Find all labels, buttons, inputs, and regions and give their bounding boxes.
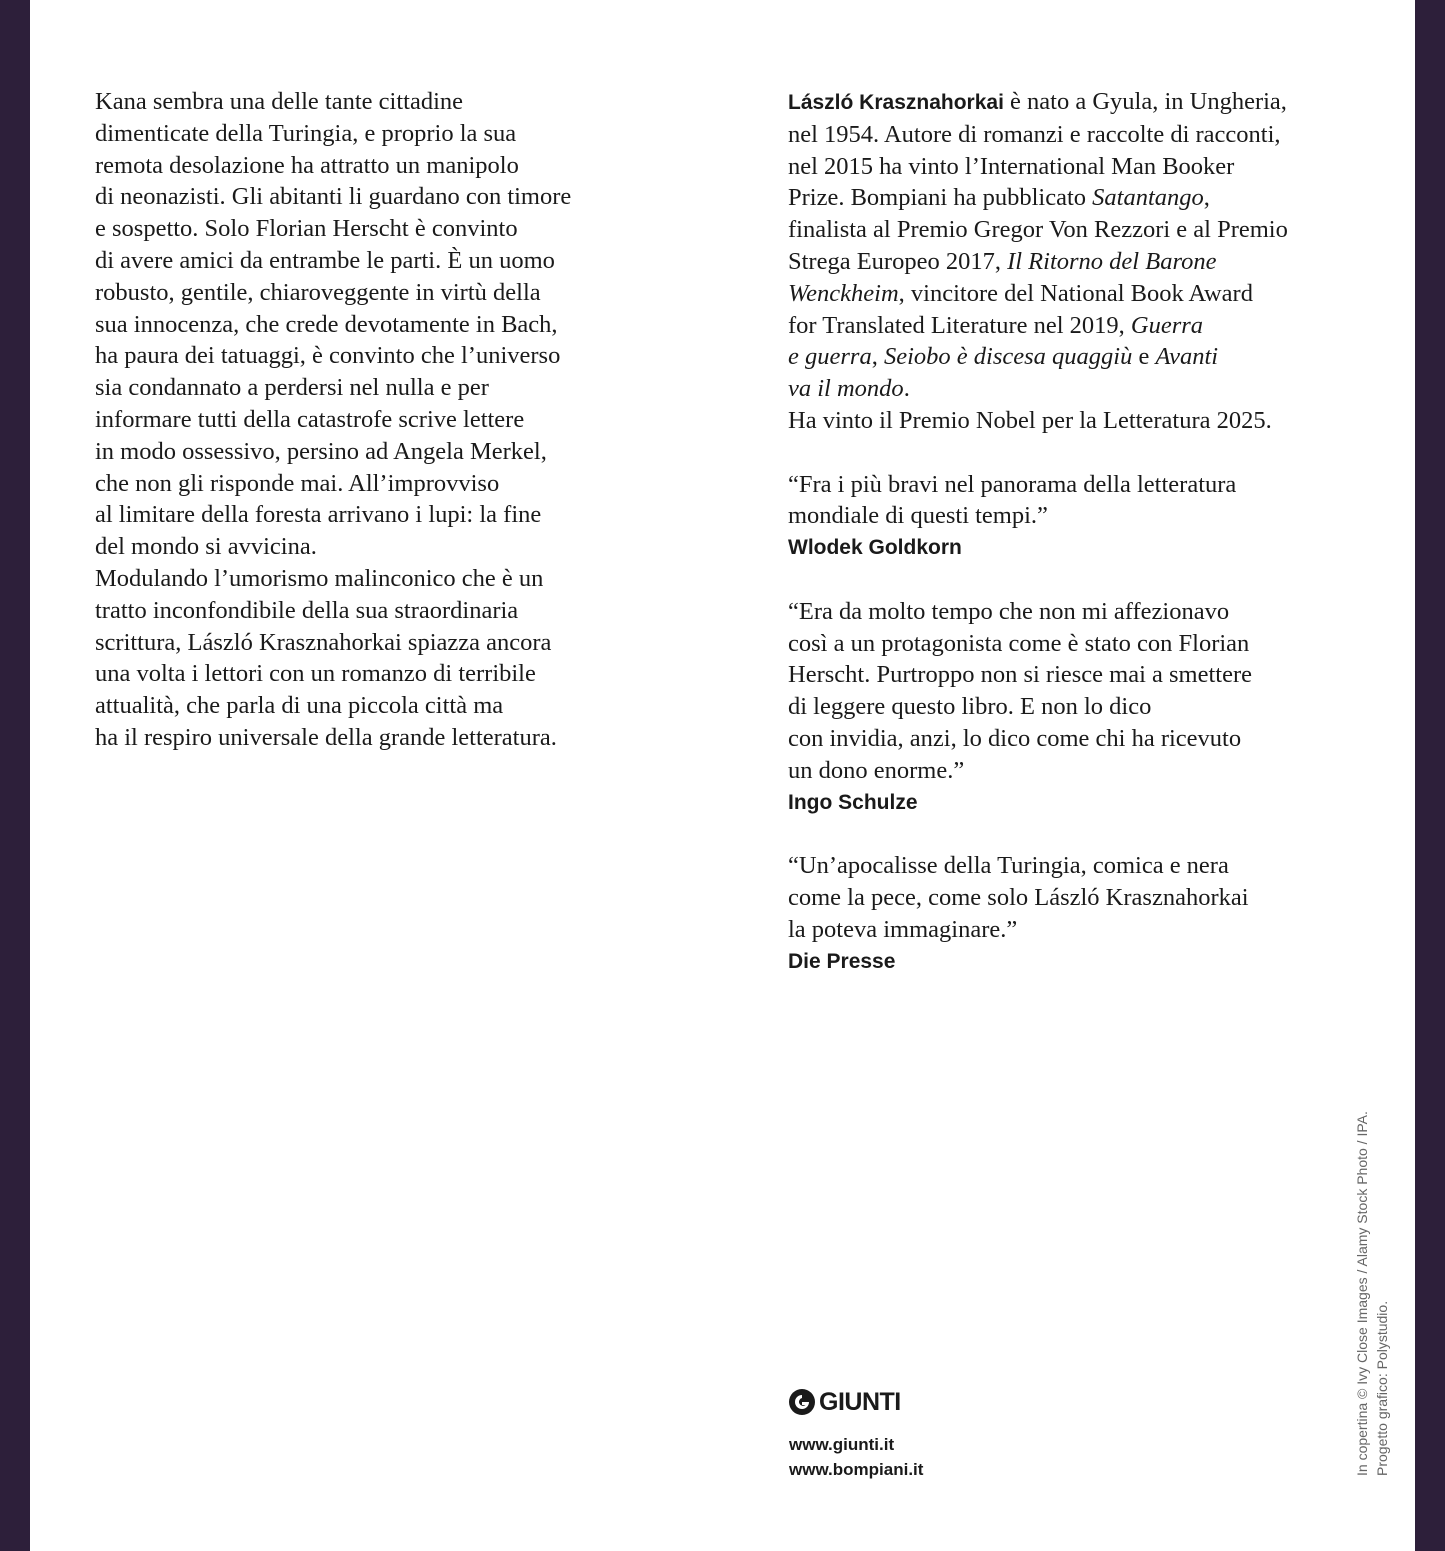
bio-line xyxy=(788,373,1388,405)
bio-text: Prize. Bompiani ha pubblicato xyxy=(788,184,1093,212)
synopsis-line: e sospetto. Solo Florian Herscht è convinto xyxy=(95,215,518,243)
bio-line: finalista al Premio Gregor Von Rezzori e al Premio xyxy=(788,216,1288,244)
bio-text: . xyxy=(903,375,910,403)
review-quote xyxy=(788,596,1388,819)
spacer xyxy=(788,437,1388,469)
synopsis-line: robusto, gentile, chiaroveggente in virtù della xyxy=(95,278,541,306)
synopsis-line: sua innocenza, che crede devotamente in Bach, xyxy=(95,310,558,338)
synopsis-line: sia condannato a perdersi nel nulla e per xyxy=(95,374,489,402)
giunti-logo-icon xyxy=(788,1388,816,1416)
bio-text: e xyxy=(1132,343,1156,371)
bio-line xyxy=(788,182,1388,214)
quote-author: Wlodek Goldkorn xyxy=(788,536,962,560)
bio-line xyxy=(788,310,1388,342)
bio-text: è nato a Gyula, in Ungheria, xyxy=(1003,88,1287,115)
bompiani-url: www.bompiani.it xyxy=(789,1460,924,1479)
bio-text: , xyxy=(871,343,884,371)
book-title: Satantango xyxy=(1092,184,1204,212)
bio-line xyxy=(788,278,1388,310)
synopsis-line: di neonazisti. Gli abitanti li guardano con timore xyxy=(95,183,572,211)
review-quote xyxy=(788,850,1388,977)
book-title: Avanti xyxy=(1155,343,1219,371)
book-title: Seiobo è discesa quaggiù xyxy=(883,343,1133,371)
publisher-logo xyxy=(788,1386,901,1418)
author-and-reviews-column xyxy=(788,86,1388,977)
bio-line: nel 1954. Autore di romanzi e raccolte di racconti, xyxy=(788,120,1281,148)
synopsis-line: ha paura dei tatuaggi, è convinto che l’universo xyxy=(95,342,561,370)
synopsis-line: che non gli risponde mai. All’improvviso xyxy=(95,469,500,497)
book-title: va il mondo xyxy=(788,375,904,403)
quote-line: la poteva immaginare.” xyxy=(788,915,1018,943)
bio-text: , xyxy=(1203,184,1210,212)
synopsis-line: dimenticate della Turingia, e proprio la sua xyxy=(95,119,517,147)
quote-line: di leggere questo libro. E non lo dico xyxy=(788,693,1152,721)
author-bio xyxy=(788,86,1388,437)
publisher-urls xyxy=(789,1432,923,1482)
synopsis-line: una volta i lettori con un romanzo di terribile xyxy=(95,660,536,688)
book-title: Wenckheim xyxy=(788,279,899,307)
author-name: László Krasznahorkai xyxy=(788,91,1004,114)
synopsis-line: del mondo si avvicina. xyxy=(95,533,317,561)
bio-line: nel 2015 ha vinto l’International Man Booker xyxy=(788,152,1235,180)
synopsis-line: attualità, che parla di una piccola città ma xyxy=(95,692,504,720)
synopsis-line: di avere amici da entrambe le parti. È un uomo xyxy=(95,246,555,274)
design-credit: Progetto grafico: Polystudio. xyxy=(1374,1300,1390,1476)
quote-line: “Un’apocalisse della Turingia, comica e nera xyxy=(788,852,1229,880)
bio-text: , vincitore del National Book Award xyxy=(898,279,1253,307)
synopsis-line: Kana sembra una delle tante cittadine xyxy=(95,88,464,115)
synopsis-line: scrittura, László Krasznahorkai spiazza ancora xyxy=(95,628,552,656)
bio-line: Ha vinto il Premio Nobel per la Letteratura 2025. xyxy=(788,406,1272,434)
synopsis-line: in modo ossessivo, persino ad Angela Merkel, xyxy=(95,437,547,465)
synopsis-line: al limitare della foresta arrivano i lupi: la fine xyxy=(95,501,542,529)
quote-line: mondiale di questi tempi.” xyxy=(788,502,1048,530)
spacer xyxy=(788,818,1388,850)
quote-author: Ingo Schulze xyxy=(788,790,918,814)
spacer xyxy=(788,564,1388,596)
quote-author: Die Presse xyxy=(788,949,896,973)
synopsis-line: tratto inconfondibile della sua straordinaria xyxy=(95,596,519,624)
quote-line: come la pece, come solo László Krasznahorkai xyxy=(788,883,1249,911)
book-title: e guerra xyxy=(788,343,872,371)
quote-line: un dono enorme.” xyxy=(788,756,965,784)
bio-line xyxy=(788,246,1388,278)
bio-line xyxy=(788,86,1388,119)
publisher-logo-text: GIUNTI xyxy=(819,1387,901,1416)
synopsis-column xyxy=(95,86,695,754)
quote-line: “Fra i più bravi nel panorama della letteratura xyxy=(788,470,1237,498)
bio-text: Strega Europeo 2017, xyxy=(788,247,1008,275)
quote-line: “Era da molto tempo che non mi affezionavo xyxy=(788,597,1230,625)
cover-credits xyxy=(1352,1111,1392,1476)
bio-line xyxy=(788,341,1388,373)
review-quote xyxy=(788,469,1388,564)
synopsis-line: ha il respiro universale della grande letteratura. xyxy=(95,723,557,751)
synopsis-line: remota desolazione ha attratto un manipolo xyxy=(95,151,519,179)
photo-credit: In copertina © Ivy Close Images / Alamy Stock Photo / IPA. xyxy=(1354,1111,1370,1476)
quote-line: così a un protagonista come è stato con Florian xyxy=(788,629,1250,657)
giunti-url: www.giunti.it xyxy=(789,1435,895,1454)
book-title: Guerra xyxy=(1130,311,1204,339)
quote-line: con invidia, anzi, lo dico come chi ha ricevuto xyxy=(788,724,1242,752)
bio-text: for Translated Literature nel 2019, xyxy=(788,311,1131,339)
synopsis-line: Modulando l’umorismo malinconico che è un xyxy=(95,564,544,592)
book-title: Il Ritorno del Barone xyxy=(1007,247,1217,275)
quote-line: Herscht. Purtroppo non si riesce mai a smettere xyxy=(788,661,1253,689)
synopsis-line: informare tutti della catastrofe scrive lettere xyxy=(95,405,525,433)
